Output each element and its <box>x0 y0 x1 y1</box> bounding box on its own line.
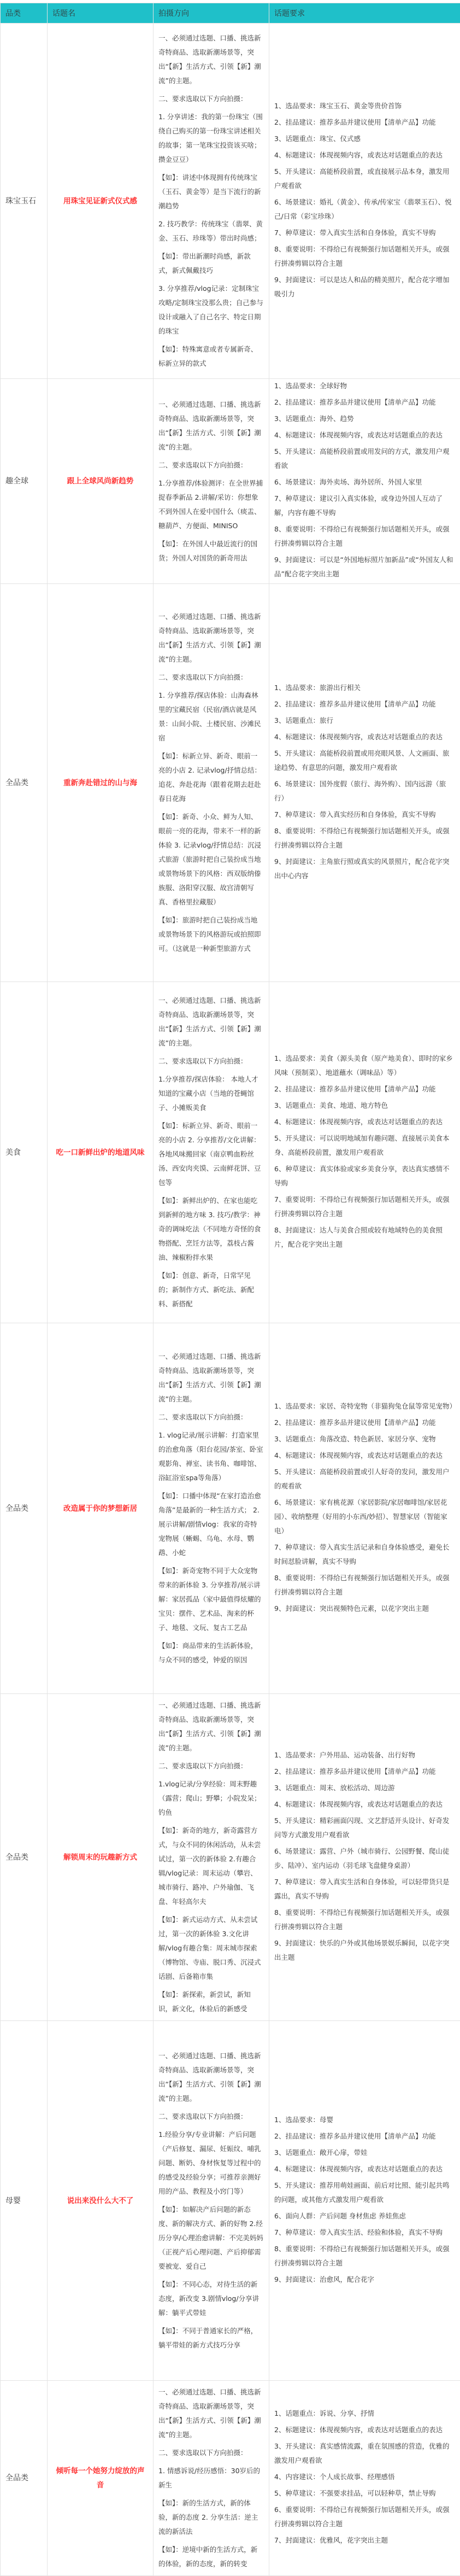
requirement-item: 1、选品要求：户外用品、运动装备、出行好物 <box>274 1748 455 1762</box>
requirement-item: 7、种草建议：带入真实生活记录和自身体验感受，避免长时间怼脸讲解，真实不导购 <box>274 1540 455 1569</box>
requirement-item: 6、面向人群：产后问题 身材焦虑 养娃焦虑 <box>274 2209 455 2223</box>
direction-paragraph: 二、要求选取以下方向拍摄： <box>158 1759 264 1773</box>
requirement-item: 1、选品要求：旅游出行相关 <box>274 681 455 695</box>
requirement-item: 7、种草建议：带入真实经历和自身体验，真实不导购 <box>274 808 455 822</box>
direction-cell <box>154 1694 269 2021</box>
category-cell: 珠宝玉石 <box>1 24 48 379</box>
direction-paragraph: 一、必须通过选题、口播、挑选新奇特商品、选取新潮场景等，突出“【新】生活方式、引领【新】潮流”的主题。 <box>158 610 264 667</box>
requirement-item: 5、开头建议：推荐用萌娃画面、前后对比照、能引起共鸣的问题，或其他方式激发用户观看欲 <box>274 2178 455 2207</box>
requirement-item: 9、封面建议：可以是达人和品的精美照片，配合花字增加吸引力 <box>274 273 455 301</box>
header-topic: 话题名 <box>48 3 154 24</box>
direction-paragraph: 一、必须通过选题、口播、挑选新奇特商品、选取新潮场景等，突出“【新】生活方式、引领【新】潮流”的主题。 <box>158 31 264 88</box>
requirement-item: 3、话题重点：周末、放松活动、周边游 <box>274 1781 455 1795</box>
requirement-item: 1、选品要求：母婴 <box>274 2113 455 2127</box>
requirements-cell <box>269 1323 460 1694</box>
direction-cell <box>154 982 269 1323</box>
requirement-item: 6、场景建议：婚礼（黄金）、传承/传家宝（翡翠玉石）、悦己/日常（彩宝珍珠） <box>274 195 455 224</box>
requirement-item: 4、标题建议：体现视频内容，或表达对话题重点的表达 <box>274 148 455 162</box>
table-row <box>1 584 460 982</box>
direction-cell <box>154 584 269 982</box>
requirement-item: 6、场景建议：家有桃花源（家居影院/家居咖啡馆/家居花园）、收纳整理（好用的小东西/妙招）、智慧家居（智能家电） <box>274 1496 455 1538</box>
requirement-item: 4、标题建议：体现视频内容，或表达对话题重点的表达 <box>274 2162 455 2176</box>
direction-paragraph: 【如】：带出新潮时尚感，新款式，新式佩戴技巧 <box>158 249 264 278</box>
requirement-item: 6、种草建议：真实体验或家乡美食分享，表达真实感情不导购 <box>274 1162 455 1190</box>
direction-paragraph: 【如】：不同心态，对待生活的新态度，新改变 3.剧情vlog/分享讲解：躺平式带娃 <box>158 2277 264 2320</box>
topic-table <box>0 3 460 2576</box>
table-row <box>1 982 460 1323</box>
direction-paragraph: 【如】：商品带来的生活新体验，与众不同的感受，钟爱的原因 <box>158 1639 264 1667</box>
requirement-item: 3、话题重点：敞开心扉，带娃 <box>274 2146 455 2160</box>
topic-name-cell: 倾听每一个她努力绽放的声音 <box>48 2381 154 2576</box>
direction-paragraph: 一、必须通过选题、口播、挑选新奇特商品、选取新潮场景等，突出“【新】生活方式、引领【新】潮流”的主题。 <box>158 398 264 454</box>
requirement-item: 3、开头建议：真实感情流露，重在氛围感的营造，优雅的激发用户观看欲 <box>274 2439 455 2468</box>
requirement-item: 7、封面建议：优雅风，花字突出主题 <box>274 2533 455 2548</box>
direction-paragraph: 【如】：新奇、小众、鲜为人知、眼前一亮的花海，带来不一样的新体验 3. 记录vlog/抒情总结：沉浸式旅游（旅游时把自己装扮成当地或景物场景下的风格：西双版纳傣族服、洛阳穿汉服、故宫清朝写真、香格里拉藏服） <box>158 810 264 909</box>
requirement-item: 5、种草建议：不强要求挂品，可以轻种草，禁止导购 <box>274 2486 455 2501</box>
category-cell: 美食 <box>1 982 48 1323</box>
direction-paragraph: 【如】：特殊寓意或者专属新奇、标新立异的款式 <box>158 342 264 371</box>
requirement-item: 5、开头建议：可以说明地域加有趣问题、直接展示美食本身、高能桥段前置，激发用户观看欲 <box>274 1131 455 1160</box>
direction-cell <box>154 2021 269 2381</box>
requirement-item: 4、标题建议：体现视频内容，或表达对话题重点的表达 <box>274 1115 455 1129</box>
requirements-cell <box>269 2381 460 2576</box>
topic-name-cell: 跟上全球风尚新趋势 <box>48 379 154 584</box>
requirement-item: 7、种草建议：带入真实生活和自身体验，可以轻带货只是露出，真实不导购 <box>274 1875 455 1903</box>
requirement-item: 1、话题重点：诉说、分享、抒情 <box>274 2406 455 2421</box>
direction-paragraph: 二、要求选取以下方向拍摄： <box>158 92 264 106</box>
direction-paragraph: 1.分享推荐/探店体验： 本地人才知道的宝藏小店（当地的苍蝇馆子、小摊贩美食 <box>158 1072 264 1115</box>
requirement-item: 5、开头建议：精彩画面闪现、文艺舒适开头设计、好奇发问等方式激发用户观看欲 <box>274 1814 455 1842</box>
direction-paragraph: 一、必须通过选题、口播、挑选新奇特商品、选取新潮场景等，突出“【新】生活方式、引领【新】潮流”的主题。 <box>158 2049 264 2106</box>
requirement-item: 4、标题建议：体现视频内容，或表达对话题重点的表达 <box>274 428 455 442</box>
requirement-item: 4、标题建议：体现视频内容，或表达对话题重点的表达 <box>274 1448 455 1463</box>
category-cell: 全品类 <box>1 2381 48 2576</box>
category-cell: 趣全球 <box>1 379 48 584</box>
requirement-item: 3、话题重点：珠宝、仪式感 <box>274 132 455 146</box>
requirement-item: 5、开头建议：高能桥段前置或引人好奇的发问，激发用户的观看欲 <box>274 1465 455 1493</box>
direction-paragraph: 二、要求选取以下方向拍摄： <box>158 2110 264 2124</box>
direction-paragraph: 【如】：标新立异、新奇、眼前一亮的小店 2. 记录vlog/抒情总结：追花、奔赴花海（跟着花期去赶赴春日花海 <box>158 749 264 806</box>
direction-paragraph: 1.vlog记录/分享经验：周末野趣（露营；爬山；野攀；小院发呆；钓鱼 <box>158 1777 264 1820</box>
requirement-item: 6、场景建议：国外度假（旅行、海外购）、国内远游（旅行） <box>274 777 455 805</box>
header-category: 品类 <box>1 3 48 24</box>
direction-paragraph: 【如】：创意、新奇，日常罕见的；新制作方式、新吃法、新配料、新搭配 <box>158 1269 264 1311</box>
direction-cell <box>154 1323 269 1694</box>
requirement-item: 2、挂品建议：推荐多品并建议使用【清单产品】功能 <box>274 115 455 130</box>
requirement-item: 8、重要说明：不得给已有视频强行加话题相关开头，或强行拼凑剪辑以符合主题 <box>274 2242 455 2270</box>
direction-paragraph: 一、必须通过选题、口播、挑选新奇特商品、选取新潮场景等，突出“【新】生活方式、引领【新】潮流”的主题。 <box>158 2385 264 2442</box>
table-header-row <box>1 3 460 24</box>
category-cell: 母婴 <box>1 2021 48 2381</box>
requirement-item: 4、内容建议：个人成长故事、经理感悟 <box>274 2470 455 2484</box>
direction-paragraph: 一、必须通过选题、口播、挑选新奇特商品、选取新潮场景等，突出“【新】生活方式、引领【新】潮流”的主题。 <box>158 1350 264 1406</box>
requirement-item: 5、开头建议：高能桥段前置，或直接展示品本身，激发用户观看欲 <box>274 165 455 193</box>
requirement-item: 4、标题建议：体现视频内容，或表达对话题重点的表达 <box>274 730 455 744</box>
requirement-item: 7、重要说明：不得给已有视频强行加话题相关开头，或强行拼凑剪辑以符合主题 <box>274 1193 455 1221</box>
direction-cell <box>154 2381 269 2576</box>
topic-name-cell: 改造属于你的梦想新居 <box>48 1323 154 1694</box>
requirement-item: 6、场景建议：海外卖场、海外居所、外国人家里 <box>274 475 455 489</box>
requirement-item: 2、挂品建议：推荐多品并建议使用【清单产品】功能 <box>274 1765 455 1779</box>
requirement-item: 9、封面建议：主角旅行照或真实的风景照片，配合花字突出中心内容 <box>274 855 455 883</box>
direction-paragraph: 【如】：新式运动方式、从未尝试过，第一次的新体验 3.文化讲解/vlog有趣合集：周末城市探索（博物馆、寺庙、脱口秀、沉浸式话剧、后备箱市集 <box>158 1913 264 1984</box>
category-cell: 全品类 <box>1 1694 48 2021</box>
topic-name-cell: 用珠宝见证新式仪式感 <box>48 24 154 379</box>
requirement-item: 7、种草建议：建议引入真实体验，或身边外国人互动了解，内容有趣不导购 <box>274 492 455 520</box>
direction-paragraph: 【如】：新奇的地方，新奇露营方式，与众不同的休闲活动，从未尝试过，第一次的新体验 2.有趣合辑/vlog记录：周末运动（攀岩、城市骑行、路冲、户外瑜伽、飞盘、年轻高尔夫 <box>158 1824 264 1909</box>
requirement-item: 7、种草建议：带入真实生活和自身体验，真实不导购 <box>274 226 455 240</box>
direction-paragraph: 【如】：标新立异、新奇、眼前一亮的小店 2. 分享推荐/文化讲解：各地风味搬回家（南京鸭血粉丝汤、西安肉夹馍、云南鲜花饼、豆包等 <box>158 1119 264 1190</box>
header-direction: 拍摄方向 <box>154 3 269 24</box>
direction-paragraph: 【如】：在外国人中最近流行的国货；外国人对国货的新奇用法 <box>158 537 264 565</box>
requirement-item: 7、种草建议：带入真实生活、经验和体验，真实不导购 <box>274 2225 455 2240</box>
direction-paragraph: 【如】：口播中体现“在家打造治愈角落”是最新的一种生活方式； 2. 展示讲解/剧情vlog：我家的奇特宠物展（蜥蜴、乌龟、水母、鹦鹉、小蛇 <box>158 1489 264 1560</box>
table-row <box>1 379 460 584</box>
requirement-item: 3、话题重点：海外、趋势 <box>274 412 455 426</box>
requirement-item: 9、封面建议：治愈风，配合花字 <box>274 2273 455 2287</box>
requirement-item: 1、选品要求：家居、奇特宠物（非猫狗兔仓鼠等常见宠物） <box>274 1399 455 1413</box>
requirement-item: 8、重要说明：不得给已有视频强行加话题相关开头，或强行拼凑剪辑以符合主题 <box>274 1906 455 1934</box>
requirements-cell <box>269 24 460 379</box>
direction-paragraph: 【如】：讲述中体现拥有传统珠宝（玉石、黄金等）是当下流行的新潮趋势 <box>158 171 264 213</box>
requirement-item: 8、重要说明：不得给已有视频强行加话题相关开头，或强行拼凑剪辑以符合主题 <box>274 1571 455 1599</box>
topic-name-cell: 说出来没什么大不了 <box>48 2021 154 2381</box>
direction-paragraph: 【如】：新鲜出炉的、在家也能吃到新鲜的地方味 3. 技巧/教学：神奇的调味吃法（不同地方奇怪的食物搭配、烹饪方法等，荔枝占酱油、辣椒粉拌水果 <box>158 1194 264 1265</box>
header-requirements: 话题要求 <box>269 3 460 24</box>
direction-paragraph: 一、必须通过选题、口播、挑选新奇特商品、选取新潮场景等，突出“【新】生活方式、引领【新】潮流”的主题。 <box>158 994 264 1050</box>
requirements-cell <box>269 584 460 982</box>
requirements-cell <box>269 2021 460 2381</box>
table-row <box>1 2021 460 2381</box>
requirement-item: 9、封面建议：突出视频特色元素，以花字突出主题 <box>274 1602 455 1616</box>
direction-paragraph: 2. 技巧教学：传统珠宝（翡翠、黄金、玉石、珍珠等）带出时尚感； <box>158 217 264 246</box>
requirement-item: 6、场景建议：露营、户外（城市骑行、公园野餐、爬山徒步、陆冲）、室内运动（羽毛球飞盘健身桌游） <box>274 1844 455 1873</box>
direction-paragraph: 【如】：旅游时把自己装扮成当地或景物场景下的风格游玩或拍照即可。（这就是一种新型旅游方式 <box>158 913 264 956</box>
direction-paragraph: 【如】：新奇宠物不同于大众宠物带来的新体验 3. 分享推荐/展示讲解：家居孤品（家中最值得炫耀的宝贝：摆件、艺术品、淘来的杯子、地毯、文玩、复古工艺品 <box>158 1564 264 1635</box>
requirement-item: 9、封面建议：可以是“外国地标照片加新品”或“外国友人和品”配合花字突出主题 <box>274 553 455 581</box>
direction-paragraph: 1. 情感诉说/经历感悟：30岁后的新生 <box>158 2464 264 2492</box>
direction-paragraph: 1.分享推荐/体验测评：在全世界捕捉春季新品 2.讲解/采访：你想象不到外国人在爱中国什么（痰盂、糖葫芦、方便面、MINISO <box>158 476 264 533</box>
direction-paragraph: 1. 分享讲述：我的第一份珠宝（围绕自己购买的第一份珠宝讲述相关的故事；第一笔珠宝投资该买啥；攒金豆豆） <box>158 110 264 167</box>
requirement-item: 5、开头建议：高能桥段前置或用发问的方式，激发用户观看欲 <box>274 445 455 473</box>
category-cell: 全品类 <box>1 584 48 982</box>
requirement-item: 1、选品要求：全球好物 <box>274 379 455 393</box>
direction-paragraph: 一、必须通过选题、口播、挑选新奇特商品、选取新潮场景等，突出“【新】生活方式、引领【新】潮流”的主题。 <box>158 1698 264 1755</box>
requirement-item: 4、标题建议：体现视频内容，或表达对话题重点的表达 <box>274 1797 455 1812</box>
table-body <box>1 24 460 2576</box>
requirement-item: 2、挂品建议：推荐多品并建议使用【清单产品】功能 <box>274 2129 455 2143</box>
requirement-item: 3、话题重点：旅行 <box>274 714 455 728</box>
requirement-item: 2、挂品建议：推荐多品并建议使用【清单产品】功能 <box>274 395 455 410</box>
topic-name-cell: 重新奔赴错过的山与海 <box>48 584 154 982</box>
requirement-item: 2、挂品建议：推荐多品并建议使用【清单产品】功能 <box>274 697 455 711</box>
requirement-item: 3、话题重点：角落改造、特色新居、家居分享、宠物 <box>274 1432 455 1446</box>
direction-paragraph: 【如】：新的生活方式，新的体验，新的态度 2. 分享生活：逆主流的新活法 <box>158 2496 264 2539</box>
direction-paragraph: 【如】：逆境中新的生活方式，新的体验，新的态度，新的转变 <box>158 2543 264 2571</box>
direction-paragraph: 二、要求选取以下方向拍摄： <box>158 458 264 472</box>
table-row <box>1 24 460 379</box>
requirement-item: 2、挂品建议：推荐多品并建议使用【清单产品】功能 <box>274 1082 455 1096</box>
topic-name-cell: 解锁周末的玩趣新方式 <box>48 1694 154 2021</box>
requirements-cell <box>269 379 460 584</box>
direction-paragraph: 二、要求选取以下方向拍摄： <box>158 1054 264 1068</box>
direction-paragraph: 二、要求选取以下方向拍摄： <box>158 2446 264 2460</box>
table-row <box>1 2381 460 2576</box>
direction-paragraph: 1. 分享推荐/探店体验：山海森林里的宝藏民宿（民宿/酒店就是风景：山间小院、土楼民宿、沙滩民宿 <box>158 688 264 745</box>
requirement-item: 8、重要说明：不得给已有视频强行加话题相关开头，或强行拼凑剪辑以符合主题 <box>274 522 455 551</box>
direction-paragraph: 1.经验分享/专业讲解：产后问题（产后修复、漏尿、妊娠纹、哺乳问题、断奶、身材恢复等过程中的的感受及经验分享；可推荐亲测好用的产品、教程及小窍门等） <box>158 2128 264 2199</box>
requirement-item: 1、选品要求：珠宝玉石、黄金等贵价首饰 <box>274 99 455 113</box>
direction-cell <box>154 379 269 584</box>
topic-name-cell: 吃一口新鲜出炉的地道风味 <box>48 982 154 1323</box>
category-cell: 全品类 <box>1 1323 48 1694</box>
requirements-cell <box>269 1694 460 2021</box>
requirement-item: 2、标题建议：体现视频内容，或表达对话题重点的表达 <box>274 2423 455 2437</box>
requirement-item: 6、重要说明：不得给已有视频强行加话题相关开头，或强行拼凑剪辑以符合主题 <box>274 2503 455 2531</box>
direction-paragraph: 3. 分享推荐/vlog记录：定制珠宝攻略/定制珠宝没那么贵；自己参与设计或融入了自己名字、特定日期的珠宝 <box>158 282 264 338</box>
direction-cell <box>154 24 269 379</box>
requirement-item: 8、封面建议：达人与美食合照或较有地域特色的美食照片，配合花字突出主题 <box>274 1223 455 1252</box>
requirements-cell <box>269 982 460 1323</box>
table-row <box>1 1694 460 2021</box>
requirement-item: 1、选品要求：美食（源头美食（原产地美食）、即时的家乡风味（预制菜）、地道蘸水（调味品）等） <box>274 1052 455 1080</box>
direction-paragraph: 【如】：不同于普通家长的严格，躺平带娃的新方式技巧分享 <box>158 2324 264 2352</box>
requirement-item: 8、重要说明：不得给已有视频强行加话题相关开头，或强行拼凑剪辑以符合主题 <box>274 242 455 271</box>
requirement-item: 5、开头建议：高能桥段前置或用亮眼风景、人文画面、旅途趋势、有意思的问题，激发用户观看欲 <box>274 746 455 775</box>
direction-paragraph: 1. vlog记录/展示讲解：打造家里的治愈角落（阳台花园/茶室、卧室观影角、禅室、读书角、咖啡馆、浴缸浴室spa等角落） <box>158 1428 264 1485</box>
requirement-item: 9、封面建议：快乐的户外或其他场景娱乐瞬间，以花字突出主题 <box>274 1936 455 1965</box>
table-row <box>1 1323 460 1694</box>
direction-paragraph: 二、要求选取以下方向拍摄： <box>158 670 264 685</box>
direction-paragraph: 【如】：如解决产后问题的新态度、新的解决方式、新的好物 2.经历分享/心理治愈讲解：不完美妈妈（正视产后心理问题、产后抑郁需要被宠、爱自己 <box>158 2203 264 2274</box>
direction-paragraph: 二、要求选取以下方向拍摄： <box>158 1410 264 1424</box>
requirement-item: 3、话题重点：美食、地道、地方特色 <box>274 1099 455 1113</box>
requirement-item: 8、重要说明：不得给已有视频强行加话题相关开头，或强行拼凑剪辑以符合主题 <box>274 824 455 852</box>
requirement-item: 2、挂品建议：推荐多品并建议使用【清单产品】功能 <box>274 1416 455 1430</box>
direction-paragraph: 【如】：新探索，新尝试，新知识，新文化，体验后的新感受 <box>158 1988 264 2016</box>
